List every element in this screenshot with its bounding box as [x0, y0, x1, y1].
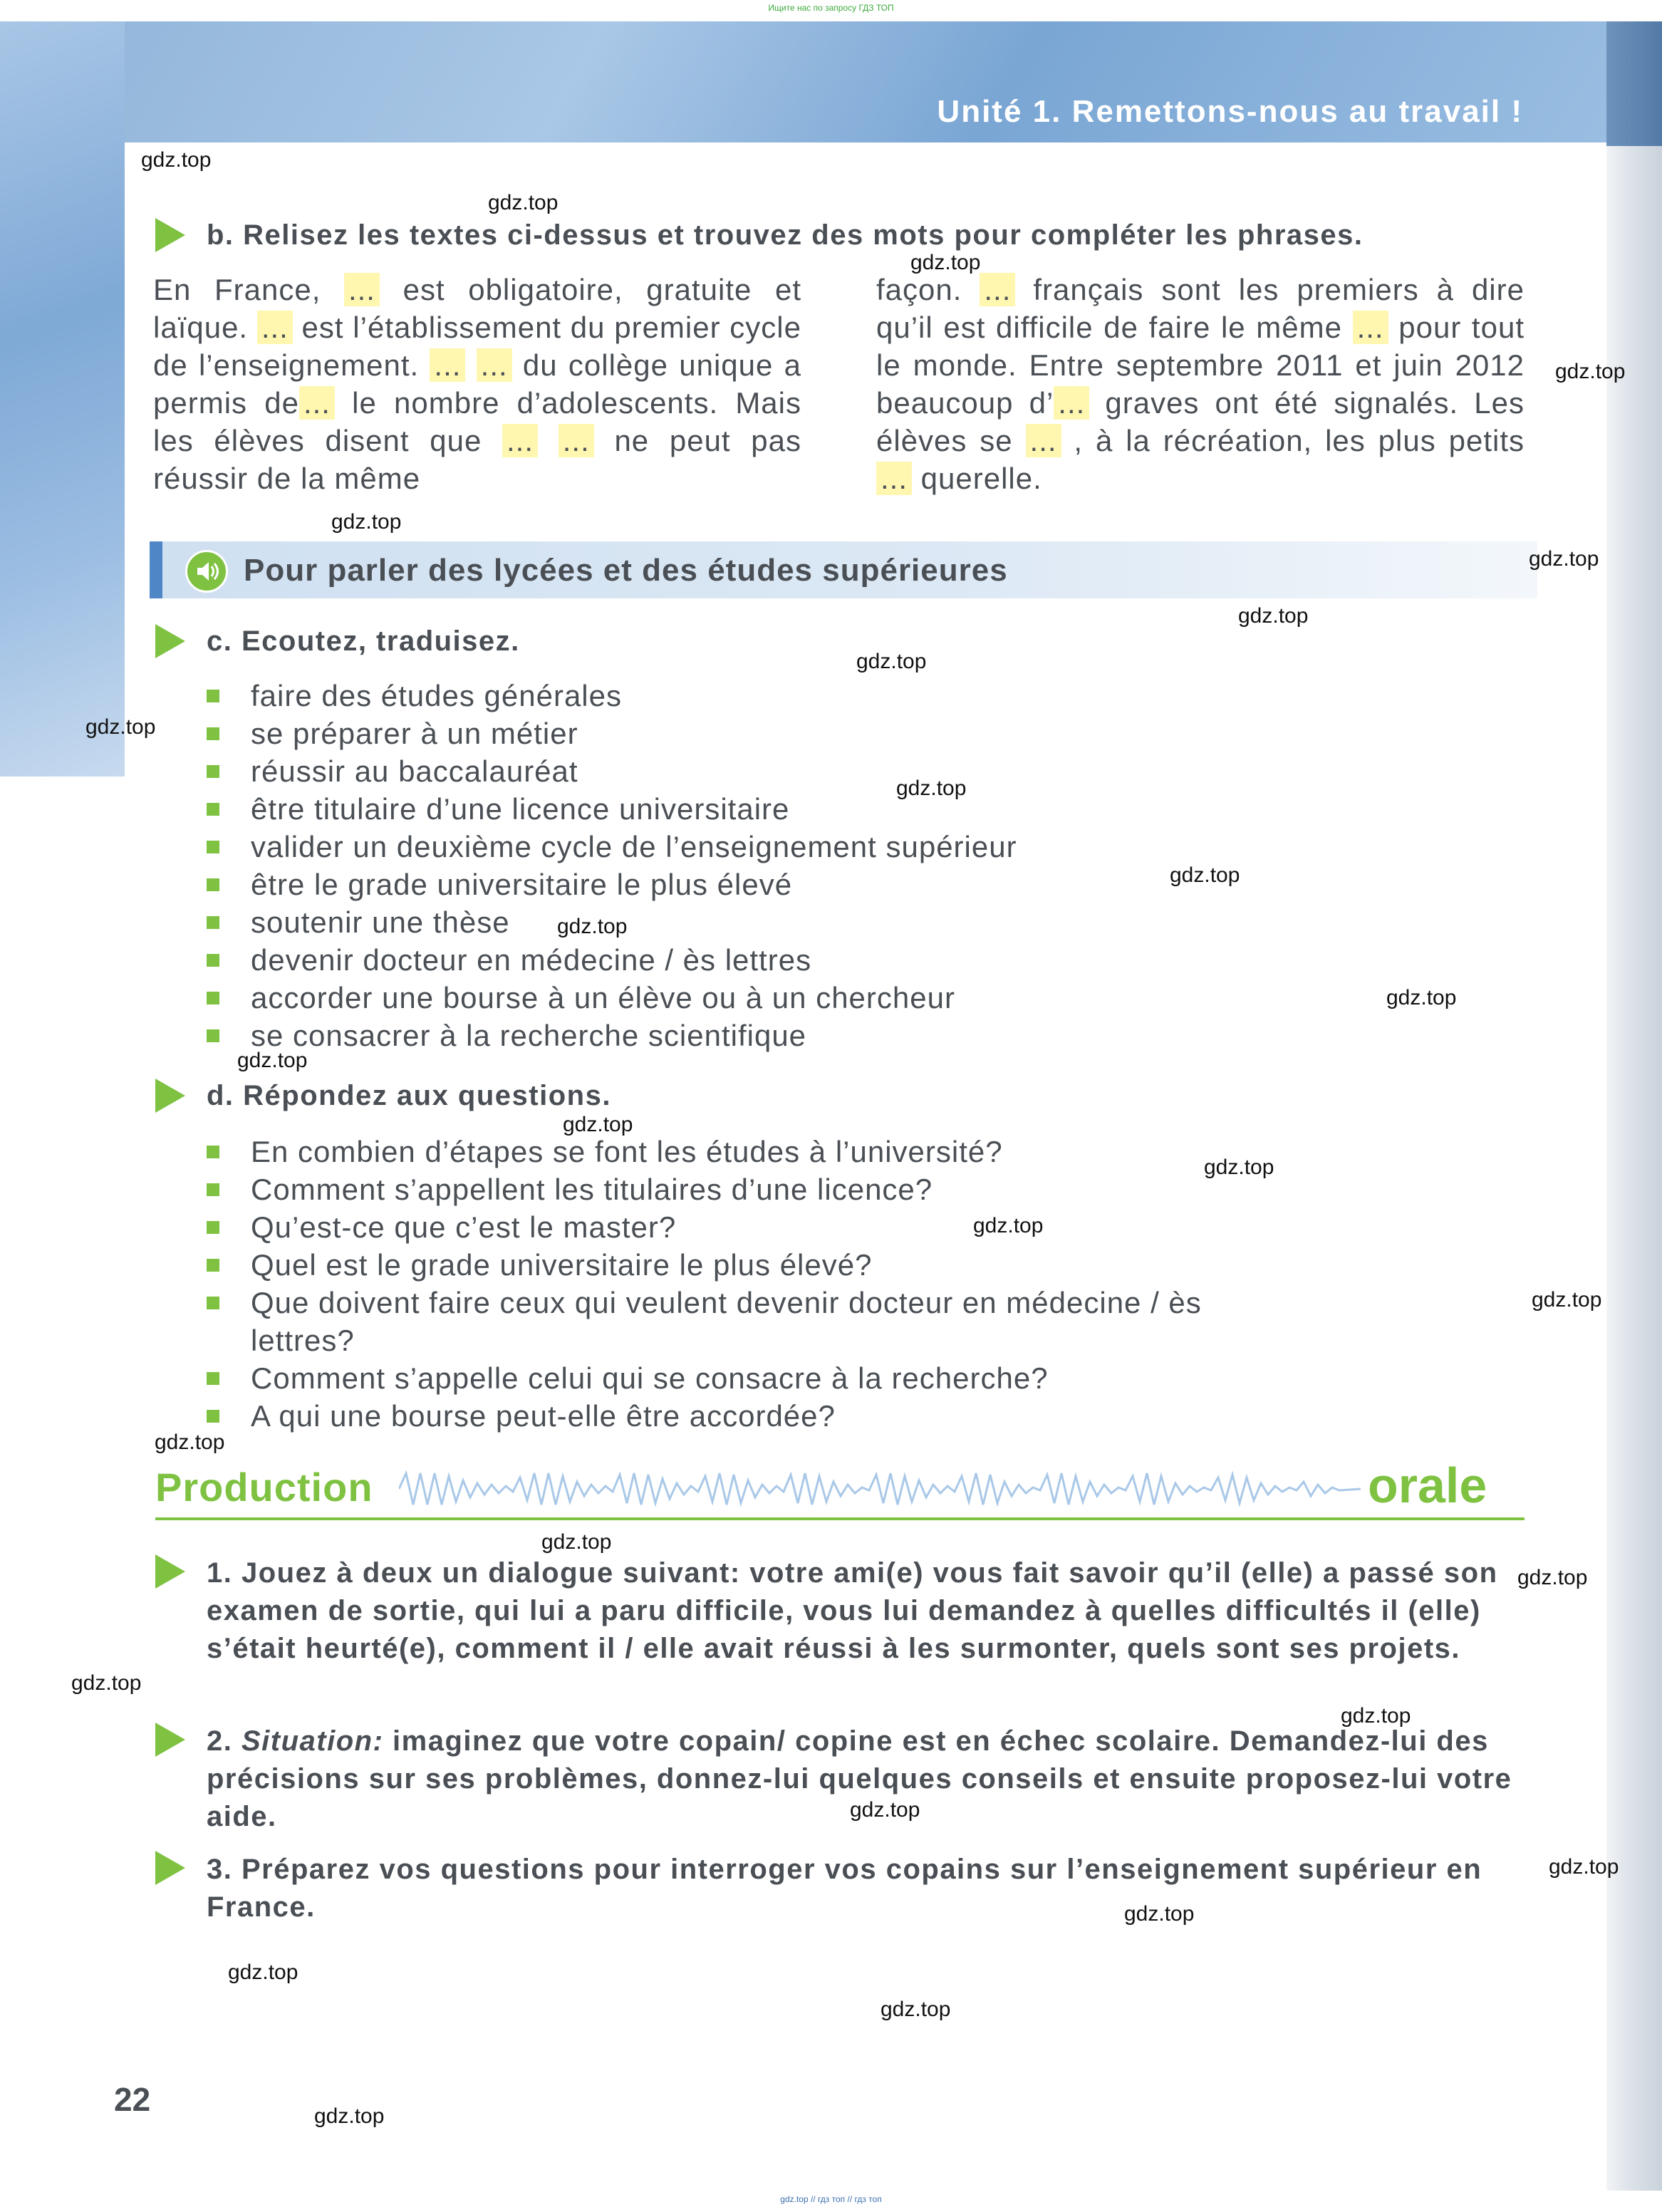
list-item: Que doivent faire ceux qui veulent devenir docteur en médecine / ès lettres? — [207, 1284, 1240, 1359]
unit-title: Unité 1. Remettons-nous au travail ! — [937, 94, 1523, 129]
bullet-icon — [207, 1029, 219, 1042]
text-column-left: En France, ... est obligatoire, gratuite et laïque. ... est l’établissement du premier cycle de l’enseignement. ... ... du collège unique a permis de ... le nombre d’adolescents. Mais les élèves disent que ... ... ne peut pas réussir de la même — [153, 273, 802, 495]
watermark: gdz.top — [1386, 986, 1457, 1009]
watermark: gdz.top — [881, 1998, 951, 2021]
bullet-icon — [207, 765, 219, 778]
divider — [155, 1517, 1525, 1520]
top-note: Ищите нас по запросу ГДЗ ТОП — [768, 3, 894, 13]
watermark: gdz.top — [557, 915, 628, 938]
bullet-icon — [207, 841, 219, 853]
exercise-2: 2. Situation: imaginez que votre copain/ copine est en échec scolaire. Demandez-lui des précisions sur ses problèmes, donnez-lui quelques conseils et ensuite proposez-lui votre aide. — [207, 1725, 1512, 1832]
watermark: gdz.top — [141, 148, 212, 172]
production-title-orale: orale — [1368, 1458, 1487, 1513]
list-item: être titulaire d’une licence universitaire — [207, 790, 1204, 828]
blank: ... — [1026, 424, 1061, 457]
watermark: gdz.top — [155, 1430, 225, 1454]
watermark: gdz.top — [314, 2104, 385, 2128]
list-item: valider un deuxième cycle de l’enseignement supérieur — [207, 828, 1204, 866]
list-item: Qu’est-ce que c’est le master? — [207, 1208, 1240, 1246]
bullet-icon — [207, 878, 219, 891]
watermark: gdz.top — [228, 1961, 298, 1984]
watermark: gdz.top — [541, 1530, 612, 1554]
bullet-icon — [207, 954, 219, 967]
list-item: réussir au baccalauréat — [207, 752, 1204, 790]
list-item: se consacrer à la recherche scientifique — [207, 1017, 1204, 1054]
list-item: Quel est le grade universitaire le plus élevé? — [207, 1246, 1240, 1284]
watermark: gdz.top — [85, 715, 156, 739]
list-item: En combien d’étapes se font les études à l’université? — [207, 1133, 1240, 1170]
watermark: gdz.top — [973, 1214, 1044, 1237]
blank: ... — [430, 348, 465, 382]
bullet-icon — [207, 803, 219, 816]
questions-list — [207, 1133, 1240, 1435]
header-band — [0, 21, 1662, 157]
bottom-note: gdz.top // гдз топ // гдз топ — [780, 2194, 882, 2204]
watermark: gdz.top — [856, 650, 927, 673]
watermark: gdz.top — [896, 777, 967, 800]
task-c-title: c. Ecoutez, traduisez. — [207, 625, 520, 657]
blank: ... — [477, 348, 512, 382]
bullet-icon — [207, 690, 219, 702]
watermark: gdz.top — [331, 510, 402, 534]
spine-top — [1606, 21, 1662, 146]
bullet-icon — [207, 1410, 219, 1423]
arrow-icon — [155, 1723, 185, 1757]
bullet-icon — [207, 1372, 219, 1385]
list-item: A qui une bourse peut-elle être accordée? — [207, 1397, 1240, 1435]
bullet-icon — [207, 992, 219, 1004]
list-item: soutenir une thèse — [207, 903, 1204, 941]
watermark: gdz.top — [1204, 1156, 1274, 1179]
blank: ... — [980, 273, 1015, 306]
blank: ... — [257, 311, 293, 344]
arrow-icon — [155, 1079, 185, 1113]
exercise-1: 1. Jouez à deux un dialogue suivant: votre ami(e) vous fait savoir qu’il (elle) a passé son examen de sortie, qui lui a paru difficile, vous lui demandez à quelles difficultés il (elle) s’était heurté(e), comment il / elle avait réussi à les surmonter, quels sont ses projets. — [207, 1557, 1498, 1664]
blank: ... — [299, 386, 335, 420]
blank: ... — [502, 424, 538, 457]
bullet-icon — [207, 1183, 219, 1196]
watermark: gdz.top — [1517, 1566, 1588, 1589]
watermark: gdz.top — [563, 1113, 633, 1136]
left-page-edge — [0, 21, 125, 777]
watermark: gdz.top — [1529, 547, 1599, 571]
section-title: Pour parler des lycées et des études supérieures — [244, 553, 1008, 588]
watermark: gdz.top — [71, 1671, 142, 1695]
blank: ... — [559, 424, 594, 457]
watermark: gdz.top — [1170, 863, 1240, 887]
arrow-icon — [155, 624, 185, 658]
blank: ... — [1353, 311, 1388, 344]
watermark: gdz.top — [1532, 1288, 1602, 1312]
watermark: gdz.top — [910, 251, 981, 274]
bullet-icon — [207, 1146, 219, 1158]
watermark: gdz.top — [1124, 1902, 1195, 1926]
bullet-icon — [207, 727, 219, 740]
exercise-3: 3. Préparez vos questions pour interroger vos copains sur l’enseignement supérieur en France. — [207, 1854, 1482, 1923]
sound-wave-icon — [399, 1468, 1361, 1510]
blank: ... — [876, 462, 912, 495]
bullet-icon — [207, 916, 219, 929]
arrow-icon — [155, 1554, 185, 1589]
list-item: Comment s’appellent les titulaires d’une licence? — [207, 1170, 1240, 1208]
speaker-icon — [185, 550, 228, 593]
text-column-right: façon. ... français sont les premiers à dire qu’il est difficile de faire le même ... pour tout le monde. Entre septembre 2011 et juin 2012 beaucoup d’ ... graves ont été signalés. Les élèves se ... , à la récréation, les plus petits ... querelle. — [876, 273, 1525, 495]
watermark: gdz.top — [237, 1049, 308, 1072]
bullet-icon — [207, 1221, 219, 1234]
arrow-icon — [155, 1851, 185, 1885]
watermark: gdz.top — [1341, 1704, 1411, 1728]
list-item: accorder une bourse à un élève ou à un chercheur — [207, 979, 1204, 1017]
task-b-title: b. Relisez les textes ci-dessus et trouvez des mots pour compléter les phrases. — [207, 219, 1364, 251]
list-item: être le grade universitaire le plus élevé — [207, 866, 1204, 903]
list-item: Comment s’appelle celui qui se consacre à la recherche? — [207, 1359, 1240, 1397]
list-item: devenir docteur en médecine / ès lettres — [207, 941, 1204, 979]
task-d-title: d. Répondez aux questions. — [207, 1080, 611, 1111]
list-item: se préparer à un métier — [207, 715, 1204, 752]
watermark: gdz.top — [488, 191, 559, 214]
arrow-icon — [155, 218, 185, 252]
bullet-icon — [207, 1297, 219, 1309]
production-title: Production — [155, 1465, 373, 1510]
watermark: gdz.top — [1549, 1855, 1619, 1879]
blank: ... — [344, 273, 380, 306]
blank: ... — [1054, 386, 1089, 420]
page-number: 22 — [114, 2081, 151, 2118]
watermark: gdz.top — [1555, 360, 1626, 383]
vocabulary-list — [207, 677, 1204, 1054]
watermark: gdz.top — [850, 1798, 920, 1822]
list-item: faire des études générales — [207, 677, 1204, 715]
watermark: gdz.top — [1238, 604, 1309, 628]
bullet-icon — [207, 1259, 219, 1272]
